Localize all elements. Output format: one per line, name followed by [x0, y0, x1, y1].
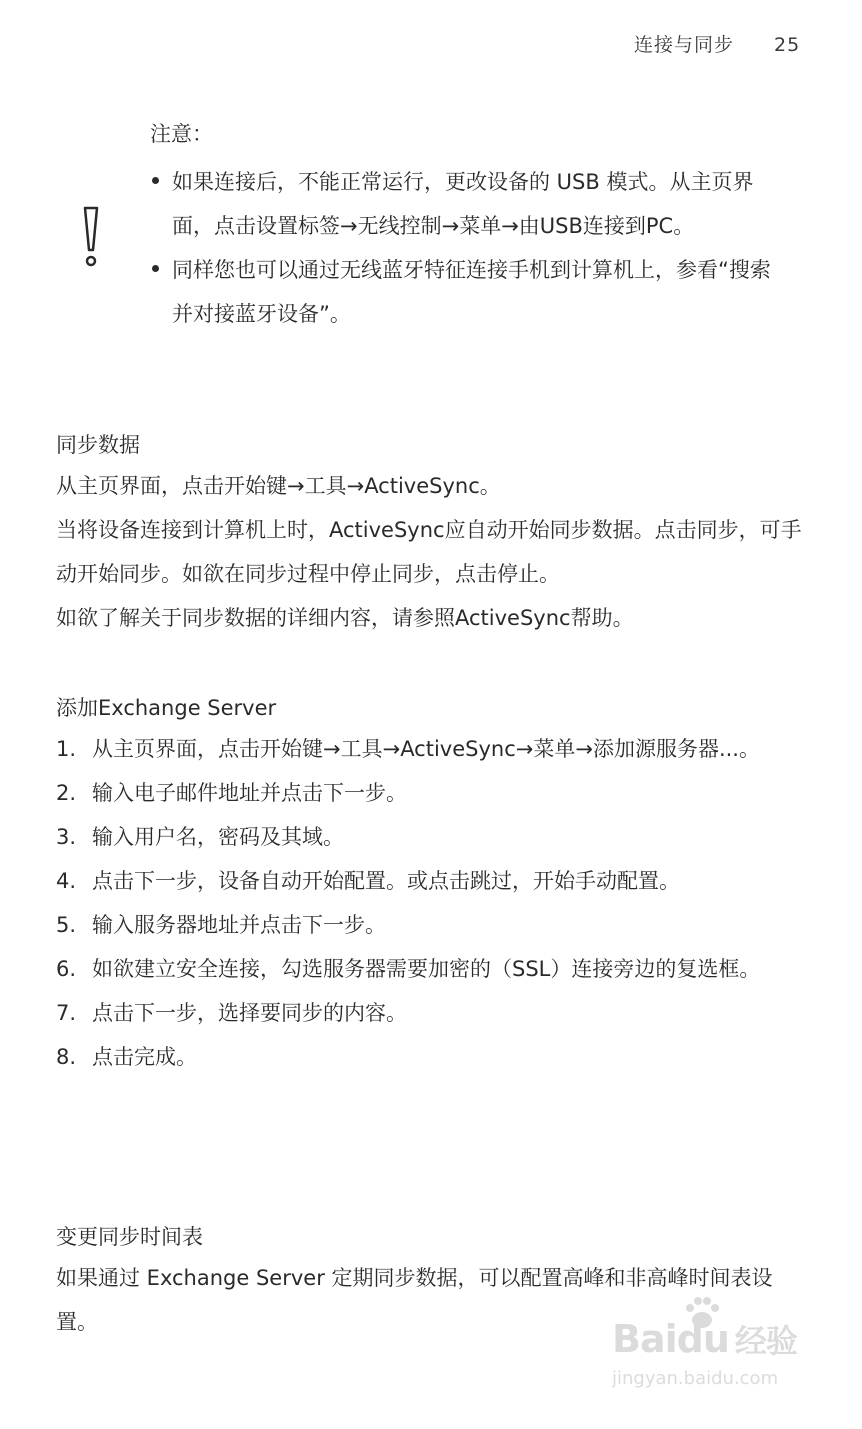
section-title-schedule: 变更同步时间表 [56, 1225, 203, 1249]
step-text: 点击下一步，设备自动开始配置。或点击跳过，开始手动配置。 [92, 869, 680, 893]
step-number: 1. [56, 737, 77, 761]
step-number: 8. [56, 1045, 77, 1069]
step-item [56, 815, 786, 859]
step-item [56, 903, 786, 947]
step-number: 5. [56, 913, 77, 937]
step-item [56, 771, 786, 815]
step-text: 点击完成。 [92, 1045, 197, 1069]
note-bullet-item: 如果连接后，不能正常运行，更改设备的 USB 模式。从主页界面，点击设置标签→无线控制→菜单→由USB连接到PC。 [150, 160, 790, 248]
sync-paragraph-1: 从主页界面，点击开始键→工具→ActiveSync。 [56, 474, 501, 498]
note-bullet-list [150, 160, 790, 336]
step-number: 2. [56, 781, 77, 805]
step-text: 如欲建立安全连接，勾选服务器需要加密的（SSL）连接旁边的复选框。 [92, 957, 761, 981]
step-item [56, 1035, 786, 1079]
step-text: 输入用户名，密码及其域。 [92, 825, 344, 849]
step-item [56, 727, 786, 771]
page-number: 25 [774, 34, 801, 56]
note-title: 注意： [150, 122, 213, 146]
exclamation-icon [80, 206, 102, 270]
header-section-title: 连接与同步 [634, 34, 735, 56]
step-number: 7. [56, 1001, 77, 1025]
step-number: 3. [56, 825, 77, 849]
page-header [634, 30, 800, 57]
section-title-sync: 同步数据 [56, 433, 140, 457]
watermark-url: jingyan.baidu.com [612, 1368, 779, 1389]
baidu-watermark [612, 1296, 812, 1396]
section-title-exchange: 添加Exchange Server [56, 696, 277, 720]
watermark-logo-cn: 经验 [734, 1322, 797, 1360]
step-text: 输入服务器地址并点击下一步。 [92, 913, 386, 937]
sync-paragraph-3: 如欲了解关于同步数据的详细内容，请参照ActiveSync帮助。 [56, 606, 634, 630]
note-bullet-item: 同样您也可以通过无线蓝牙特征连接手机到计算机上，参看“搜索并对接蓝牙设备”。 [150, 248, 790, 336]
step-item [56, 991, 786, 1035]
watermark-logo [612, 1316, 797, 1362]
step-item [56, 859, 786, 903]
step-text: 输入电子邮件地址并点击下一步。 [92, 781, 407, 805]
step-item [56, 947, 786, 991]
exchange-steps-list [56, 727, 786, 1079]
step-number: 6. [56, 957, 77, 981]
step-text: 从主页界面，点击开始键→工具→ActiveSync→菜单→添加源服务器...。 [92, 737, 760, 761]
sync-paragraph-2: 当将设备连接到计算机上时，ActiveSync应自动开始同步数据。点击同步，可手动开始同步。如欲在同步过程中停止同步，点击停止。 [56, 518, 802, 586]
step-number: 4. [56, 869, 77, 893]
step-text: 点击下一步，选择要同步的内容。 [92, 1001, 407, 1025]
schedule-paragraph: 如果通过 Exchange Server 定期同步数据，可以配置高峰和非高峰时间表设置。 [56, 1266, 773, 1334]
watermark-logo-text: Baidu [612, 1317, 729, 1361]
